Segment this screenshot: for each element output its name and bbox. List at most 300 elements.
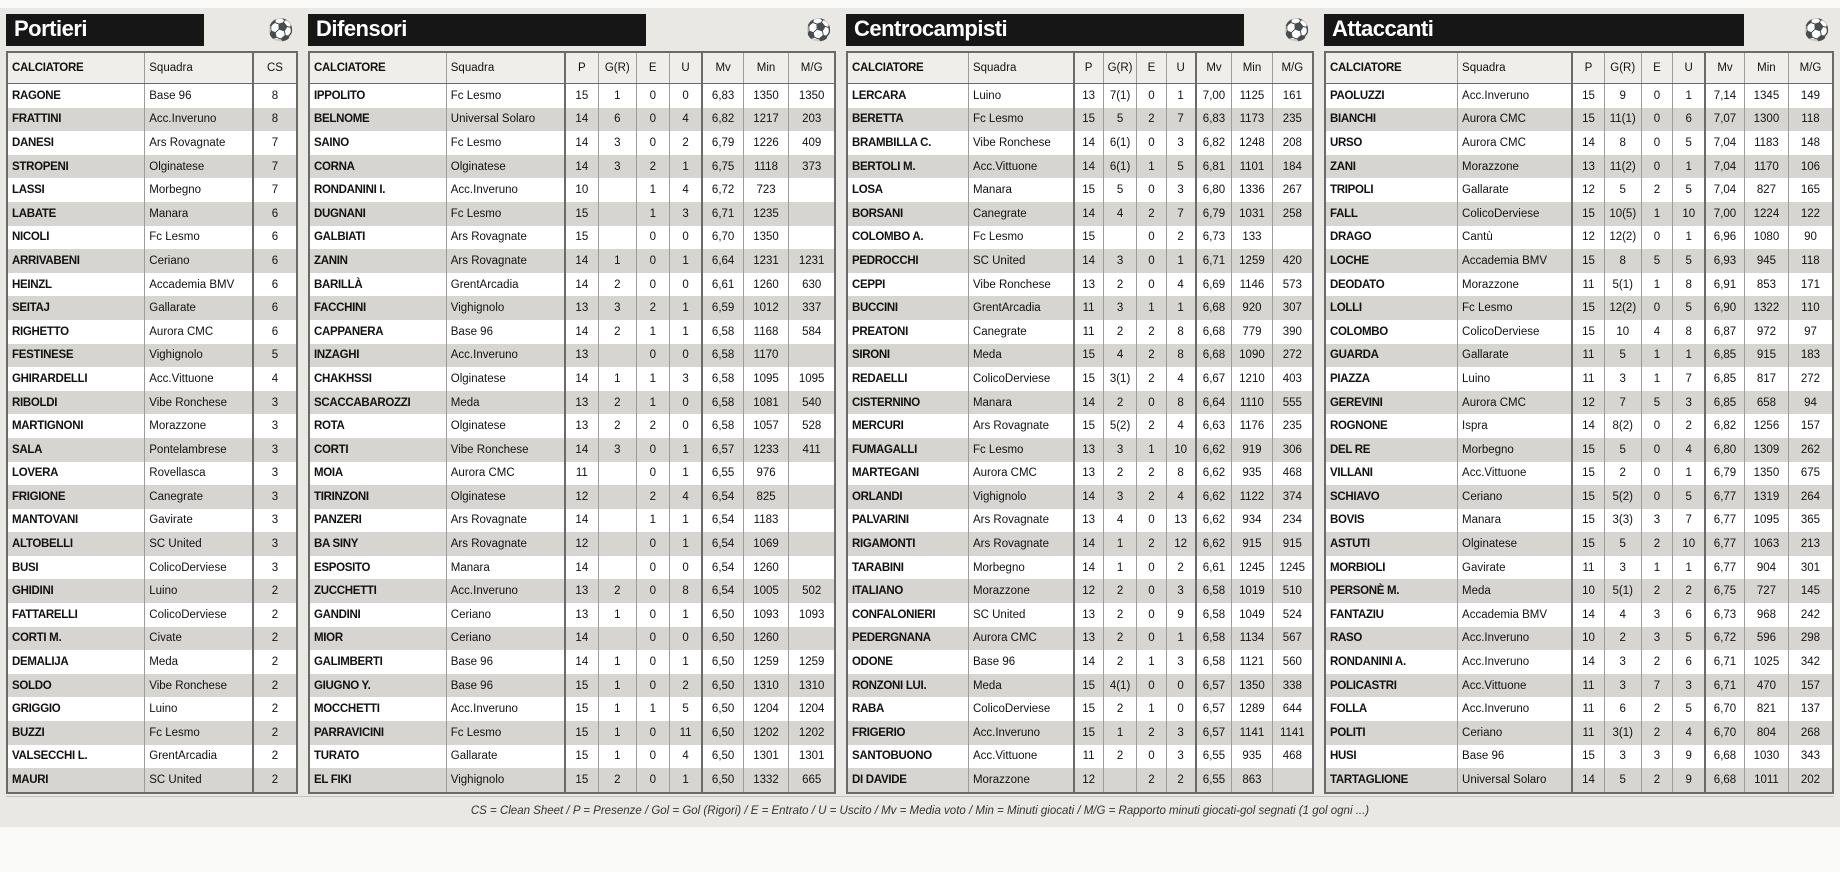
player-name: FRIGERIO <box>852 726 906 739</box>
stat-value: 14 <box>565 556 598 580</box>
stat-value: 157 <box>1788 674 1833 698</box>
player-name: ZANIN <box>314 254 348 267</box>
player-name: BIANCHI <box>1330 113 1376 126</box>
stat-value: 6,58 <box>1196 627 1232 651</box>
table-row <box>309 721 835 745</box>
stat-value: 0 <box>636 532 669 556</box>
team-name: ColicoDerviese <box>1458 202 1573 226</box>
stat-value: 1 <box>1641 344 1673 368</box>
stat-value: 1202 <box>789 721 835 745</box>
player-name: LOCHE <box>1330 254 1369 267</box>
stat-value: 0 <box>1137 178 1166 202</box>
stat-value: 13 <box>1572 155 1604 179</box>
stat-value: 1 <box>669 296 702 320</box>
stat-value: 11 <box>1572 344 1604 368</box>
stat-value: 13 <box>565 603 598 627</box>
stat-value: 0 <box>1641 296 1673 320</box>
stat-value: 0 <box>1137 226 1166 250</box>
team-name: Acc.Vittuone <box>1458 462 1573 486</box>
stat-value: 5 <box>1673 627 1705 651</box>
player-name: MAURI <box>12 774 49 787</box>
stat-value: 8 <box>1166 344 1196 368</box>
stat-value: 1259 <box>1232 249 1272 273</box>
stat-value: 14 <box>565 367 598 391</box>
stat-value: 6,85 <box>1705 344 1744 368</box>
team-name: Morazzone <box>1458 273 1573 297</box>
stat-value: 6 <box>1673 650 1705 674</box>
stat-value: 258 <box>1272 202 1313 226</box>
stat-value: 1 <box>1137 438 1166 462</box>
stat-value: 6,50 <box>702 603 743 627</box>
stat-value: 6,50 <box>702 627 743 651</box>
stat-value: 2 <box>1137 108 1166 132</box>
stat-value: 6,81 <box>1196 155 1232 179</box>
team-name: Canegrate <box>968 320 1073 344</box>
stat-value: 1134 <box>1232 627 1272 651</box>
stat-value: 110 <box>1788 296 1833 320</box>
stat-value: 14 <box>565 273 598 297</box>
team-name: Ars Rovagnate <box>446 509 565 533</box>
stat-value: 6,83 <box>702 84 743 108</box>
stat-value: 1233 <box>743 438 789 462</box>
table-row <box>309 674 835 698</box>
stat-value: 373 <box>789 155 835 179</box>
stat-value: 0 <box>669 391 702 415</box>
stat-value: 5 <box>1673 249 1705 273</box>
column-header-u: U <box>669 52 702 84</box>
stat-value: 1141 <box>1272 721 1313 745</box>
team-name: Morazzone <box>968 579 1073 603</box>
team-name: ColicoDerviese <box>145 603 253 627</box>
stat-value: 4 <box>669 178 702 202</box>
player-name: CORTI M. <box>12 632 62 645</box>
stat-value: 3 <box>253 438 297 462</box>
stat-value: 11 <box>1572 697 1604 721</box>
table-row <box>309 745 835 769</box>
stat-value: 13 <box>1074 627 1104 651</box>
team-name: Aurora CMC <box>446 462 565 486</box>
table-row <box>1325 556 1833 580</box>
stat-value: 2 <box>598 579 636 603</box>
soccer-ball-icon: ⚽ <box>267 18 294 42</box>
table-row <box>1325 532 1833 556</box>
stat-value: 1 <box>1166 296 1196 320</box>
stat-value: 0 <box>669 273 702 297</box>
table-row <box>847 556 1313 580</box>
stat-value: 1093 <box>743 603 789 627</box>
stat-value: 14 <box>565 131 598 155</box>
stat-value: 1057 <box>743 414 789 438</box>
team-name: Aurora CMC <box>1458 391 1573 415</box>
stat-value: 1332 <box>743 768 789 793</box>
stat-value: 0 <box>1641 485 1673 509</box>
team-name: Morbegno <box>968 556 1073 580</box>
stat-value: 6,68 <box>1196 344 1232 368</box>
stat-value: 11 <box>1572 556 1604 580</box>
stat-value: 1259 <box>743 650 789 674</box>
stat-value: 2 <box>1103 273 1137 297</box>
player-name: SALA <box>12 443 43 456</box>
stat-value: 343 <box>1788 745 1833 769</box>
stat-value: 6,58 <box>702 367 743 391</box>
team-name: Vibe Ronchese <box>968 273 1073 297</box>
player-name: ESPOSITO <box>314 561 371 574</box>
player-name: PIAZZA <box>1330 372 1370 385</box>
stat-value: 804 <box>1744 721 1788 745</box>
stat-value: 1095 <box>789 367 835 391</box>
stat-value: 0 <box>636 344 669 368</box>
stat-value: 13 <box>1074 603 1104 627</box>
stat-value: 3(1) <box>1103 367 1137 391</box>
stat-value: 644 <box>1272 697 1313 721</box>
table-row <box>309 202 835 226</box>
column-header-min: Min <box>1232 52 1272 84</box>
stat-value: 0 <box>1137 674 1166 698</box>
stat-value: 2 <box>1137 768 1166 793</box>
stat-value: 555 <box>1272 391 1313 415</box>
stat-value: 904 <box>1744 556 1788 580</box>
stat-value <box>789 462 835 486</box>
column-header-min: Min <box>1744 52 1788 84</box>
table-row <box>847 603 1313 627</box>
stat-value: 1101 <box>1232 155 1272 179</box>
stat-value: 6,79 <box>702 131 743 155</box>
player-name: BORSANI <box>852 207 903 220</box>
stat-value: 6,73 <box>1196 226 1232 250</box>
stat-value: 165 <box>1788 178 1833 202</box>
stat-value: 2 <box>1137 320 1166 344</box>
player-name: FANTAZIU <box>1330 608 1384 621</box>
stat-value: 1231 <box>789 249 835 273</box>
player-name: GHIDINI <box>12 585 54 598</box>
stat-value <box>1272 768 1313 793</box>
team-name: Ceriano <box>446 627 565 651</box>
stat-value: 234 <box>1272 509 1313 533</box>
player-name: FRATTINI <box>12 113 62 126</box>
table-row <box>309 108 835 132</box>
stat-value: 10(5) <box>1604 202 1641 226</box>
team-name: Vibe Ronchese <box>145 391 253 415</box>
table-row <box>7 296 297 320</box>
stat-value: 1 <box>669 509 702 533</box>
stat-value: 6,71 <box>1705 650 1744 674</box>
player-name: URSO <box>1330 136 1363 149</box>
team-name: Aurora CMC <box>968 627 1073 651</box>
stat-value: 1 <box>598 697 636 721</box>
stat-value: 14 <box>1074 391 1104 415</box>
stat-value: 15 <box>1572 320 1604 344</box>
stat-value: 945 <box>1744 249 1788 273</box>
stat-value: 3 <box>1641 745 1673 769</box>
player-name: BUSI <box>12 561 39 574</box>
stat-value: 5 <box>1103 108 1137 132</box>
stat-value: 15 <box>565 721 598 745</box>
table-row <box>847 273 1313 297</box>
stat-value: 7,07 <box>1705 108 1744 132</box>
stat-value: 3 <box>598 155 636 179</box>
stat-value: 1 <box>669 462 702 486</box>
column-header-calciatore: CALCIATORE <box>847 52 968 84</box>
team-name: SC United <box>968 249 1073 273</box>
stat-value: 208 <box>1272 131 1313 155</box>
table-row <box>7 438 297 462</box>
team-name: Gallarate <box>1458 344 1573 368</box>
stat-value: 12 <box>1572 226 1604 250</box>
stat-value: 6,50 <box>702 768 743 793</box>
stat-value: 1012 <box>743 296 789 320</box>
team-name: Gavirate <box>1458 556 1573 580</box>
stat-value: 1 <box>598 249 636 273</box>
stat-value: 1350 <box>1232 674 1272 698</box>
table-row <box>847 462 1313 486</box>
stat-value: 8 <box>1604 131 1641 155</box>
player-name: CONFALONIERI <box>852 608 936 621</box>
player-name: MOCCHETTI <box>314 703 380 716</box>
table-row <box>1325 155 1833 179</box>
stat-value: 1259 <box>789 650 835 674</box>
stat-value: 3 <box>253 462 297 486</box>
stat-value: 6,54 <box>702 509 743 533</box>
column-header-squadra: Squadra <box>145 52 253 84</box>
stat-value: 13 <box>565 414 598 438</box>
stat-value: 14 <box>1074 131 1104 155</box>
stats-sections <box>6 14 1834 794</box>
table-row <box>847 226 1313 250</box>
stat-value: 4 <box>669 485 702 509</box>
stat-value: 6,57 <box>1196 697 1232 721</box>
stat-value: 1 <box>1166 84 1196 108</box>
stat-value: 3 <box>253 391 297 415</box>
table-row <box>1325 627 1833 651</box>
team-name: Acc.Inveruno <box>446 697 565 721</box>
stat-value: 1093 <box>789 603 835 627</box>
stat-value: 2 <box>1641 650 1673 674</box>
stat-value <box>598 462 636 486</box>
stat-value: 1080 <box>1744 226 1788 250</box>
stat-value: 1231 <box>743 249 789 273</box>
stat-value: 94 <box>1788 391 1833 415</box>
stat-value: 1095 <box>1744 509 1788 533</box>
stat-value: 3(3) <box>1604 509 1641 533</box>
stat-value: 3 <box>598 131 636 155</box>
player-name: RONDANINI A. <box>1330 656 1406 669</box>
player-name: PARRAVICINI <box>314 726 384 739</box>
stat-value: 1 <box>669 438 702 462</box>
stat-value: 6,64 <box>702 249 743 273</box>
stat-value: 1 <box>1166 627 1196 651</box>
stat-value: 118 <box>1788 108 1833 132</box>
stat-value: 1090 <box>1232 344 1272 368</box>
stat-value <box>789 344 835 368</box>
stat-value: 3 <box>1641 627 1673 651</box>
table-row <box>1325 603 1833 627</box>
stat-value: 675 <box>1788 462 1833 486</box>
team-name: Gavirate <box>145 509 253 533</box>
section-title: Centrocampisti <box>846 14 1244 46</box>
portieri-table <box>6 51 298 794</box>
stat-value: 2 <box>1103 462 1137 486</box>
stat-value: 5 <box>1641 249 1673 273</box>
player-name: GEREVINI <box>1330 396 1383 409</box>
stat-value: 15 <box>1572 249 1604 273</box>
table-row <box>847 84 1313 108</box>
stat-value: 5(2) <box>1103 414 1137 438</box>
stat-value: 2 <box>1641 532 1673 556</box>
stat-value: 5(2) <box>1604 485 1641 509</box>
player-name: CORTI <box>314 443 349 456</box>
stat-value: 3 <box>1166 579 1196 603</box>
column-header-p: P <box>1572 52 1604 84</box>
stat-value: 6,62 <box>1196 438 1232 462</box>
header-row <box>309 52 835 84</box>
player-name: DRAGO <box>1330 231 1372 244</box>
team-name: Meda <box>446 391 565 415</box>
stat-value: 14 <box>1572 603 1604 627</box>
stat-value: 1 <box>1673 84 1705 108</box>
player-name: HEINZL <box>12 278 52 291</box>
stat-value: 2 <box>253 674 297 698</box>
stat-value: 1063 <box>1744 532 1788 556</box>
stat-value: 0 <box>636 108 669 132</box>
section-centrocampisti <box>846 14 1314 794</box>
stat-value: 1 <box>1673 226 1705 250</box>
stat-value: 4 <box>669 108 702 132</box>
stat-value: 1 <box>598 650 636 674</box>
player-name: COLOMBO <box>1330 325 1388 338</box>
team-name: Vibe Ronchese <box>968 131 1073 155</box>
team-name: Morbegno <box>1458 438 1573 462</box>
table-row <box>7 367 297 391</box>
stat-value: 0 <box>1137 745 1166 769</box>
player-name: SANTOBUONO <box>852 750 932 763</box>
stat-value: 1 <box>669 320 702 344</box>
stat-value: 2 <box>1137 532 1166 556</box>
stat-value: 821 <box>1744 697 1788 721</box>
stat-value: 727 <box>1744 579 1788 603</box>
stat-value: 1 <box>1103 556 1137 580</box>
player-name: MOIA <box>314 467 343 480</box>
player-name: ITALIANO <box>852 585 904 598</box>
stat-value: 3 <box>1166 131 1196 155</box>
table-row <box>1325 579 1833 603</box>
stat-value: 7,00 <box>1705 202 1744 226</box>
stat-value: 403 <box>1272 367 1313 391</box>
stat-value: 6,75 <box>702 155 743 179</box>
table-row <box>1325 178 1833 202</box>
team-name: Acc.Vittuone <box>968 745 1073 769</box>
team-name: Olginatese <box>1458 532 1573 556</box>
stat-value: 14 <box>565 627 598 651</box>
stat-value: 2 <box>669 674 702 698</box>
stat-value: 1 <box>1137 697 1166 721</box>
stat-value: 213 <box>1788 532 1833 556</box>
stat-value: 15 <box>565 768 598 793</box>
team-name: Universal Solaro <box>1458 768 1573 793</box>
stat-value: 470 <box>1744 674 1788 698</box>
stat-value: 171 <box>1788 273 1833 297</box>
centrocampisti-table <box>846 51 1314 794</box>
stat-value: 1289 <box>1232 697 1272 721</box>
stat-value: 14 <box>565 108 598 132</box>
stat-value: 4(1) <box>1103 674 1137 698</box>
stat-value: 1125 <box>1232 84 1272 108</box>
stat-value: 15 <box>1074 721 1104 745</box>
table-row <box>7 131 297 155</box>
stat-value: 0 <box>669 344 702 368</box>
player-name: IPPOLITO <box>314 89 366 102</box>
stat-value: 14 <box>1572 414 1604 438</box>
stat-value: 1173 <box>1232 108 1272 132</box>
stat-value: 11 <box>1572 273 1604 297</box>
stat-value: 976 <box>743 462 789 486</box>
table-row <box>847 485 1313 509</box>
column-header-calciatore: CALCIATORE <box>309 52 446 84</box>
stat-value: 1 <box>669 603 702 627</box>
stat-value: 0 <box>636 745 669 769</box>
player-name: LERCARA <box>852 89 907 102</box>
stat-value: 13 <box>1166 509 1196 533</box>
team-name: Fc Lesmo <box>446 84 565 108</box>
player-name: POLITI <box>1330 726 1366 739</box>
stat-value: 6,77 <box>1705 556 1744 580</box>
stat-value: 7 <box>253 155 297 179</box>
player-name: FESTINESE <box>12 349 74 362</box>
stat-value: 1260 <box>743 273 789 297</box>
player-name: GHIRARDELLI <box>12 372 88 385</box>
stat-value: 6,85 <box>1705 391 1744 415</box>
stat-value: 1095 <box>743 367 789 391</box>
player-name: INZAGHI <box>314 349 360 362</box>
player-name: TRIPOLI <box>1330 184 1374 197</box>
stat-value: 2 <box>1166 556 1196 580</box>
section-title: Difensori <box>308 14 646 46</box>
stat-value: 4 <box>1166 414 1196 438</box>
stat-value: 307 <box>1272 296 1313 320</box>
team-name: Manara <box>145 202 253 226</box>
stat-value: 1 <box>1673 556 1705 580</box>
stat-value: 573 <box>1272 273 1313 297</box>
player-name: CEPPI <box>852 278 886 291</box>
column-header-gr: G(R) <box>1604 52 1641 84</box>
stat-value: 14 <box>565 320 598 344</box>
stat-value: 10 <box>1673 202 1705 226</box>
player-name: NICOLI <box>12 231 50 244</box>
player-name: FALL <box>1330 207 1358 220</box>
table-row <box>1325 249 1833 273</box>
team-name: Fc Lesmo <box>1458 296 1573 320</box>
table-row <box>1325 202 1833 226</box>
stat-value: 6,73 <box>1705 603 1744 627</box>
stat-value: 5 <box>1604 532 1641 556</box>
stat-value: 5 <box>1604 768 1641 793</box>
table-row <box>7 226 297 250</box>
column-header-e: E <box>1137 52 1166 84</box>
stat-value: 0 <box>1641 84 1673 108</box>
table-row <box>7 579 297 603</box>
stat-value: 1350 <box>743 226 789 250</box>
team-name: Manara <box>1458 509 1573 533</box>
player-name: FACCHINI <box>314 302 366 315</box>
stat-value: 2 <box>636 414 669 438</box>
stat-value: 106 <box>1788 155 1833 179</box>
table-row <box>7 320 297 344</box>
stat-value: 12 <box>1074 579 1104 603</box>
stat-value: 510 <box>1272 579 1313 603</box>
stat-value: 6,54 <box>702 532 743 556</box>
stat-value: 411 <box>789 438 835 462</box>
table-row <box>7 627 297 651</box>
stat-value <box>598 178 636 202</box>
